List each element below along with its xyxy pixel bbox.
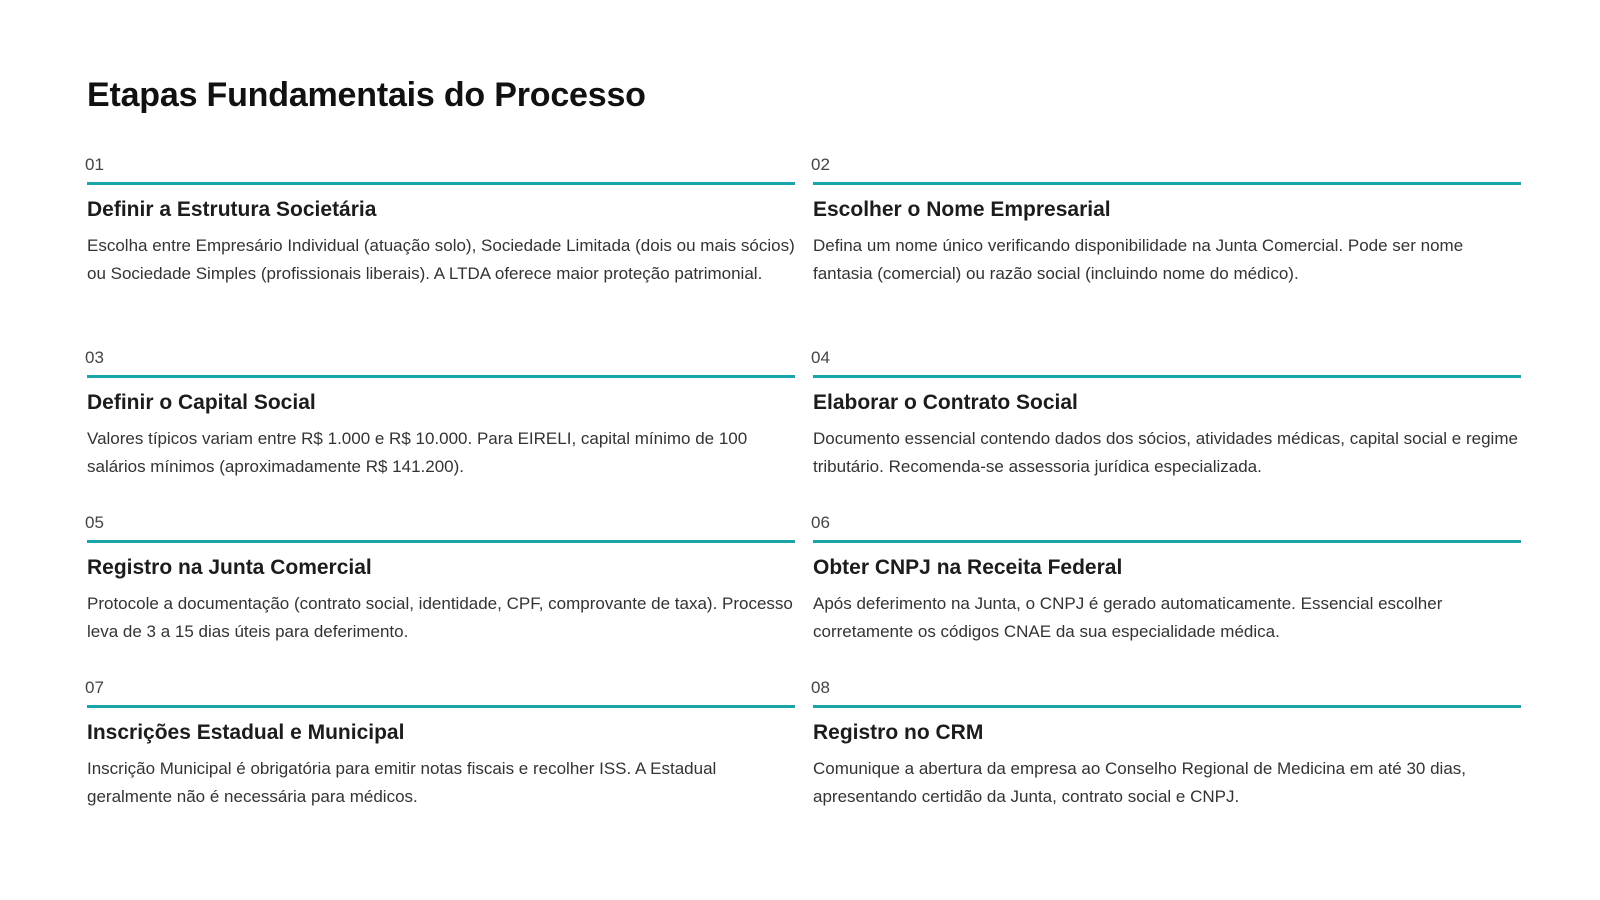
- step-description: Protocole a documentação (contrato social, identidade, CPF, comprovante de taxa). Processo leva de 3 a 15 dias úteis para deferimento.: [87, 594, 793, 641]
- step-card-07: [87, 678, 797, 811]
- step-title: Elaborar o Contrato Social: [813, 391, 1078, 414]
- step-card-02: [813, 155, 1523, 288]
- step-description: Escolha entre Empresário Individual (atuação solo), Sociedade Limitada (dois ou mais sócios) ou Sociedade Simples (profissionais liberais). A LTDA oferece maior proteção patrimonial.: [87, 236, 795, 283]
- step-divider: [813, 182, 1521, 185]
- step-card-06: [813, 513, 1523, 646]
- step-description: Valores típicos variam entre R$ 1.000 e R$ 10.000. Para EIRELI, capital mínimo de 100 salários mínimos (aproximadamente R$ 141.200).: [87, 429, 748, 476]
- step-title: Inscrições Estadual e Municipal: [87, 721, 405, 744]
- step-number: 02: [811, 155, 830, 174]
- step-card-04: [813, 348, 1523, 481]
- step-number: 06: [811, 513, 830, 532]
- page-title: Etapas Fundamentais do Processo: [87, 76, 646, 114]
- step-title: Definir a Estrutura Societária: [87, 198, 377, 221]
- step-divider: [87, 182, 795, 185]
- step-number: 04: [811, 348, 830, 367]
- step-number: 08: [811, 678, 830, 697]
- step-description: Comunique a abertura da empresa ao Conselho Regional de Medicina em até 30 dias, apresentando certidão da Junta, contrato social e CNPJ.: [813, 759, 1467, 806]
- step-card-03: [87, 348, 797, 481]
- step-title: Registro no CRM: [813, 721, 984, 744]
- step-divider: [813, 540, 1521, 543]
- step-divider: [813, 375, 1521, 378]
- step-title: Escolher o Nome Empresarial: [813, 198, 1111, 221]
- step-description: Após deferimento na Junta, o CNPJ é gerado automaticamente. Essencial escolher corretamente os códigos CNAE da sua especialidade médica.: [813, 594, 1443, 641]
- step-divider: [87, 540, 795, 543]
- step-card-01: [87, 155, 797, 288]
- step-divider: [87, 375, 795, 378]
- step-description: Documento essencial contendo dados dos sócios, atividades médicas, capital social e regime tributário. Recomenda-se assessoria jurídica especializada.: [813, 429, 1518, 476]
- step-number: 07: [85, 678, 104, 697]
- step-card-08: [813, 678, 1523, 811]
- step-description: Defina um nome único verificando disponibilidade na Junta Comercial. Pode ser nome fantasia (comercial) ou razão social (incluindo nome do médico).: [813, 236, 1464, 283]
- step-number: 01: [85, 155, 104, 174]
- step-card-05: [87, 513, 797, 646]
- step-title: Obter CNPJ na Receita Federal: [813, 556, 1123, 579]
- step-divider: [87, 705, 795, 708]
- step-description: Inscrição Municipal é obrigatória para emitir notas fiscais e recolher ISS. A Estadual geralmente não é necessária para médicos.: [87, 759, 717, 806]
- step-divider: [813, 705, 1521, 708]
- step-number: 03: [85, 348, 104, 367]
- step-title: Definir o Capital Social: [87, 391, 316, 414]
- step-number: 05: [85, 513, 104, 532]
- step-title: Registro na Junta Comercial: [87, 556, 372, 579]
